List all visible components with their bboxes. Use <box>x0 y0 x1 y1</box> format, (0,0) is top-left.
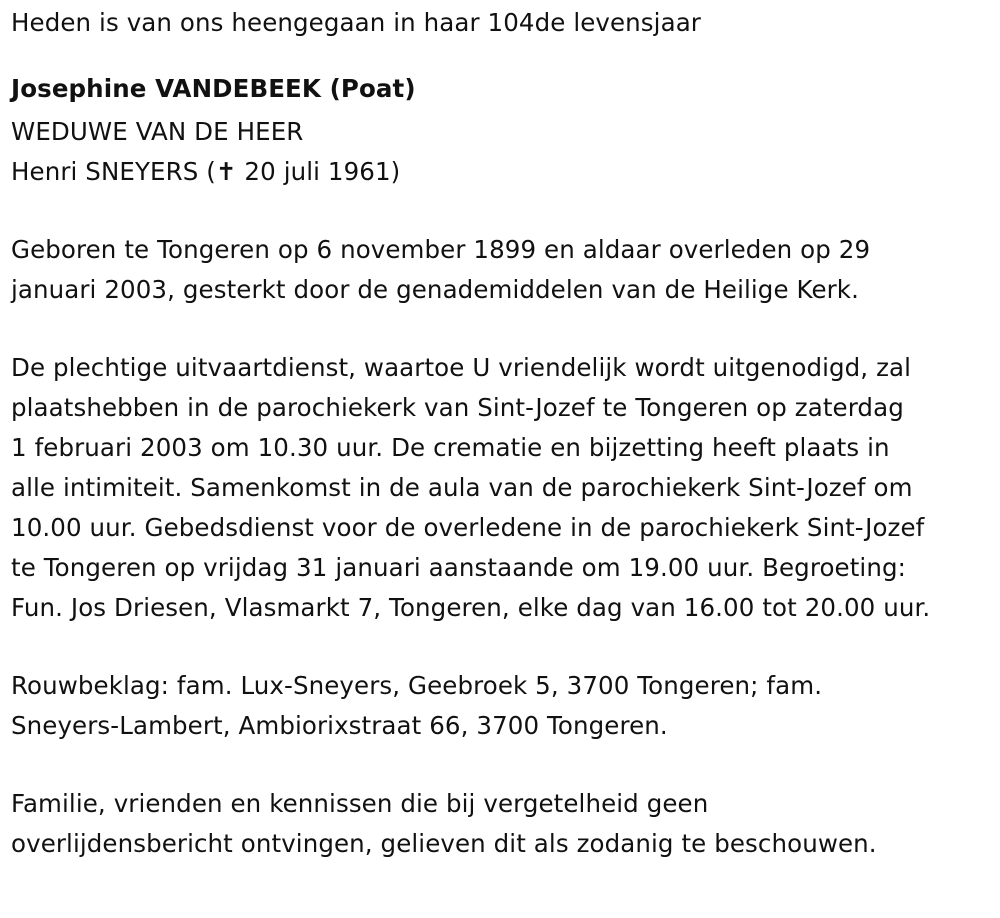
paragraph-line: 10.00 uur. Gebedsdienst voor de overledene in de parochiekerk Sint-Jozef <box>11 513 925 542</box>
paragraph-line: plaatshebben in de parochiekerk van Sint-Jozef te Tongeren op zaterdag <box>11 393 904 422</box>
paragraph-line: januari 2003, gesterkt door de genademiddelen van de Heilige Kerk. <box>11 275 859 304</box>
birth-death-paragraph <box>11 230 996 310</box>
spacer <box>11 628 996 666</box>
spacer <box>11 310 996 348</box>
husband-line: Henri SNEYERS (✝ 20 juli 1961) <box>11 157 401 186</box>
paragraph-line: Familie, vrienden en kennissen die bij vergetelheid geen <box>11 789 709 818</box>
intro-line: Heden is van ons heengegaan in haar 104de levensjaar <box>11 8 701 37</box>
paragraph-line: Fun. Jos Driesen, Vlasmarkt 7, Tongeren, elke dag van 16.00 tot 20.00 uur. <box>11 593 931 622</box>
paragraph-line: Geboren te Tongeren op 6 november 1899 en aldaar overleden op 29 <box>11 235 871 264</box>
spacer <box>11 746 996 784</box>
paragraph-line: De plechtige uitvaartdienst, waartoe U vriendelijk wordt uitgenodigd, zal <box>11 353 912 382</box>
paragraph-line: Rouwbeklag: fam. Lux-Sneyers, Geebroek 5, 3700 Tongeren; fam. <box>11 671 823 700</box>
obituary-notice <box>11 3 996 864</box>
funeral-service-paragraph <box>11 348 996 628</box>
paragraph-line: te Tongeren op vrijdag 31 januari aanstaande om 19.00 uur. Begroeting: <box>11 553 906 582</box>
deceased-name: Josephine VANDEBEEK (Poat) <box>11 74 416 103</box>
paragraph-line: overlijdensbericht ontvingen, gelieven dit als zodanig te beschouwen. <box>11 829 877 858</box>
paragraph-line: Sneyers-Lambert, Ambiorixstraat 66, 3700 Tongeren. <box>11 711 668 740</box>
spacer <box>11 43 996 66</box>
widow-line: WEDUWE VAN DE HEER <box>11 117 304 146</box>
spacer <box>11 192 996 230</box>
paragraph-line: alle intimiteit. Samenkomst in de aula van de parochiekerk Sint-Jozef om <box>11 473 913 502</box>
condolence-paragraph <box>11 666 996 746</box>
paragraph-line: 1 februari 2003 om 10.30 uur. De crematie en bijzetting heeft plaats in <box>11 433 890 462</box>
closing-paragraph <box>11 784 996 864</box>
